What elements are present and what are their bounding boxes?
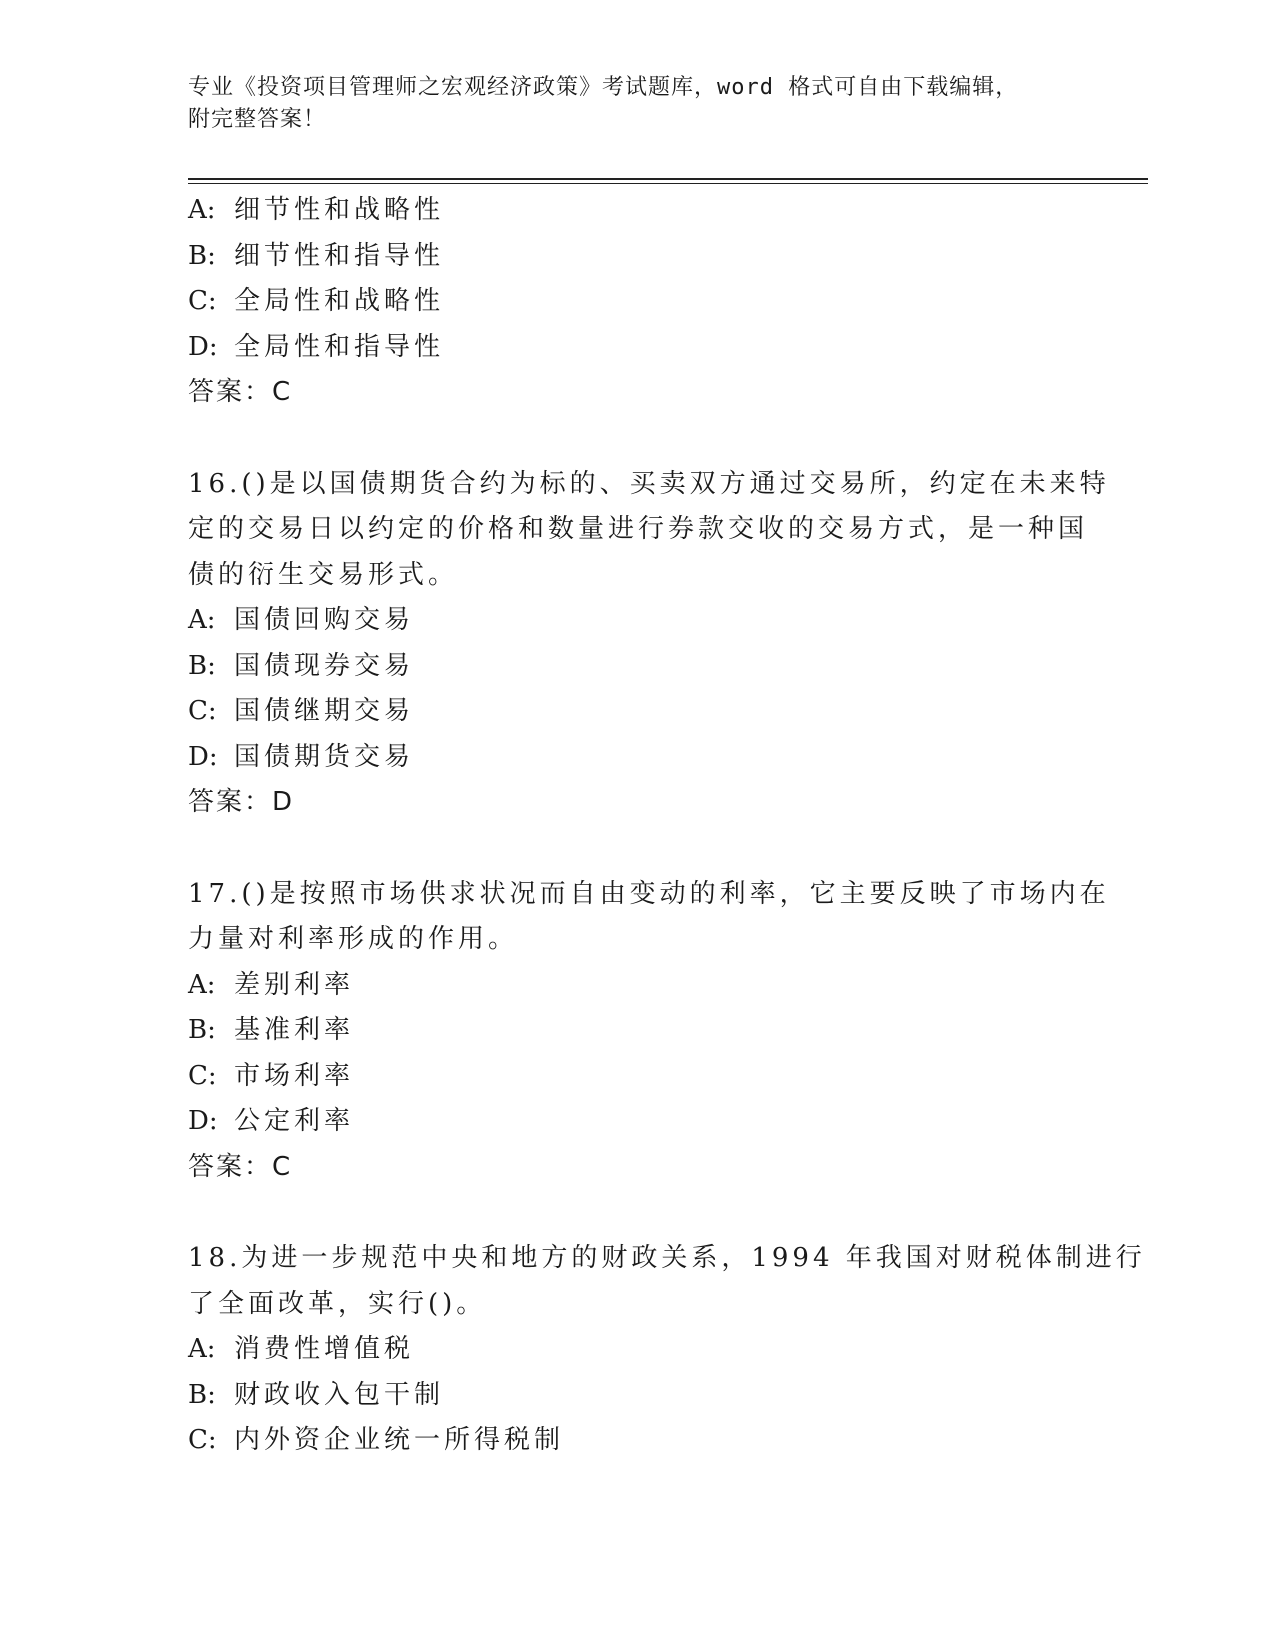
question-15 xyxy=(188,188,1068,416)
header-divider xyxy=(188,178,1148,184)
question-stem-line: 力量对利率形成的作用。 xyxy=(188,924,519,954)
question-16 xyxy=(188,462,1110,826)
option-b: B: 财政收入包干制 xyxy=(188,1379,445,1410)
option-d: D: 国债期货交易 xyxy=(188,741,415,772)
header-line-1: 专业《投资项目管理师之宏观经济政策》考试题库，word 格式可自由下载编辑， xyxy=(188,75,1019,100)
question-stem-line: 定的交易日以约定的价格和数量进行券款交收的交易方式，是一种国 xyxy=(188,514,1089,544)
answer: 答案：C xyxy=(188,1151,293,1182)
option-d: D: 全局性和指导性 xyxy=(188,331,445,362)
question-stem-line: 了全面改革，实行()。 xyxy=(188,1288,487,1319)
option-b: B: 细节性和指导性 xyxy=(188,240,445,271)
question-17 xyxy=(188,872,1110,1191)
question-stem-line: 17.()是按照市场供求状况而自由变动的利率，它主要反映了市场内在 xyxy=(188,878,1110,909)
question-stem-line: 16.()是以国债期货合约为标的、买卖双方通过交易所，约定在未来特 xyxy=(188,468,1110,499)
option-a: A: 差别利率 xyxy=(188,969,355,1000)
question-stem-line: 18.为进一步规范中央和地方的财政关系，1994 年我国对财税体制进行 xyxy=(188,1243,1146,1273)
header-line-2: 附完整答案！ xyxy=(188,107,327,132)
option-a: A: 细节性和战略性 xyxy=(188,195,445,225)
option-a: A: 国债回购交易 xyxy=(188,605,415,635)
option-c: C: 市场利率 xyxy=(188,1060,355,1091)
option-b: B: 基准利率 xyxy=(188,1015,355,1045)
question-18 xyxy=(188,1236,1146,1464)
option-a: A: 消费性增值税 xyxy=(188,1334,415,1364)
option-b: B: 国债现券交易 xyxy=(188,650,415,681)
option-c: C: 国债继期交易 xyxy=(188,696,415,726)
option-c: C: 内外资企业统一所得税制 xyxy=(188,1425,565,1455)
question-stem-line: 债的衍生交易形式。 xyxy=(188,559,459,590)
document-header xyxy=(188,72,1068,136)
question-list xyxy=(188,188,1146,1464)
answer: 答案：D xyxy=(188,787,295,817)
option-c: C: 全局性和战略性 xyxy=(188,286,445,316)
option-d: D: 公定利率 xyxy=(188,1106,355,1136)
answer: 答案：C xyxy=(188,377,293,407)
